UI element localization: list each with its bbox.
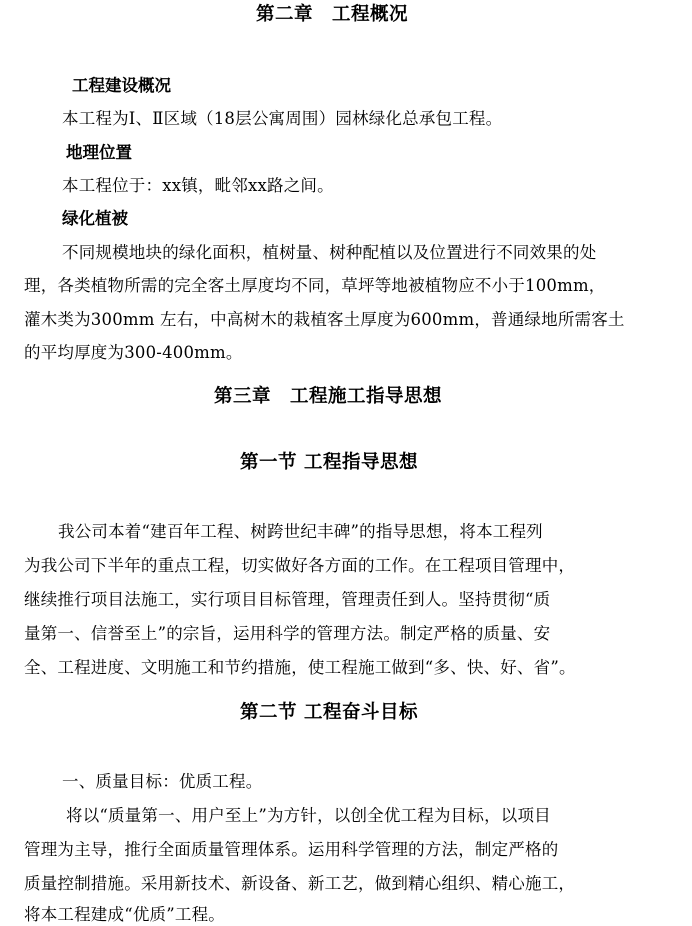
overview-heading: 工程建设概况 xyxy=(72,76,171,95)
greening-line: 不同规模地块的绿化面积，植树量、树种配植以及位置进行不同效果的处 xyxy=(62,243,597,262)
greening-line: 的平均厚度为300-400mm。 xyxy=(24,343,243,362)
chapter-2-title: 第二章 工程概况 xyxy=(256,4,409,25)
section-2-line: 质量控制措施。采用新技术、新设备、新工艺，做到精心组织、精心施工， xyxy=(24,874,576,893)
section-2-line: 将本工程建成“优质”工程。 xyxy=(24,905,225,924)
section-2-line: 管理为主导，推行全面质量管理体系。运用科学管理的方法，制定严格的 xyxy=(24,840,559,859)
location-heading: 地理位置 xyxy=(66,143,132,162)
section-1-line: 为我公司下半年的重点工程，切实做好各方面的工作。在工程项目管理中， xyxy=(24,556,576,575)
section-1-line: 量第一、信誉至上”的宗旨，运用科学的管理方法。制定严格的质量、安 xyxy=(24,624,551,643)
greening-line: 理，各类植物所需的完全客土厚度均不同，草坪等地被植物应不小于100mm， xyxy=(24,276,606,295)
chapter-3-title: 第三章 工程施工指导思想 xyxy=(214,386,443,407)
quality-goal: 一、质量目标：优质工程。 xyxy=(62,772,263,791)
section-2-line: 将以“质量第一、用户至上”为方针，以创全优工程为目标，以项目 xyxy=(66,806,551,825)
section-1-line: 全、工程进度、文明施工和节约措施，使工程施工做到“多、快、好、省”。 xyxy=(24,658,576,677)
section-1-title: 第一节 工程指导思想 xyxy=(240,452,418,473)
section-2-title: 第二节 工程奋斗目标 xyxy=(240,702,418,723)
greening-heading: 绿化植被 xyxy=(62,209,128,228)
greening-line: 灌木类为300mm 左右，中高树木的栽植客土厚度为600mm，普通绿地所需客土 xyxy=(24,310,625,329)
section-1-line: 继续推行项目法施工，实行项目目标管理，管理责任到人。坚持贯彻“质 xyxy=(24,590,551,609)
overview-text: 本工程为Ⅰ、Ⅱ区域（18层公寓周围）园林绿化总承包工程。 xyxy=(62,109,503,128)
location-text: 本工程位于：xx镇，毗邻xx路之间。 xyxy=(62,176,334,195)
section-1-line: 我公司本着“建百年工程、树跨世纪丰碑”的指导思想，将本工程列 xyxy=(58,522,543,541)
